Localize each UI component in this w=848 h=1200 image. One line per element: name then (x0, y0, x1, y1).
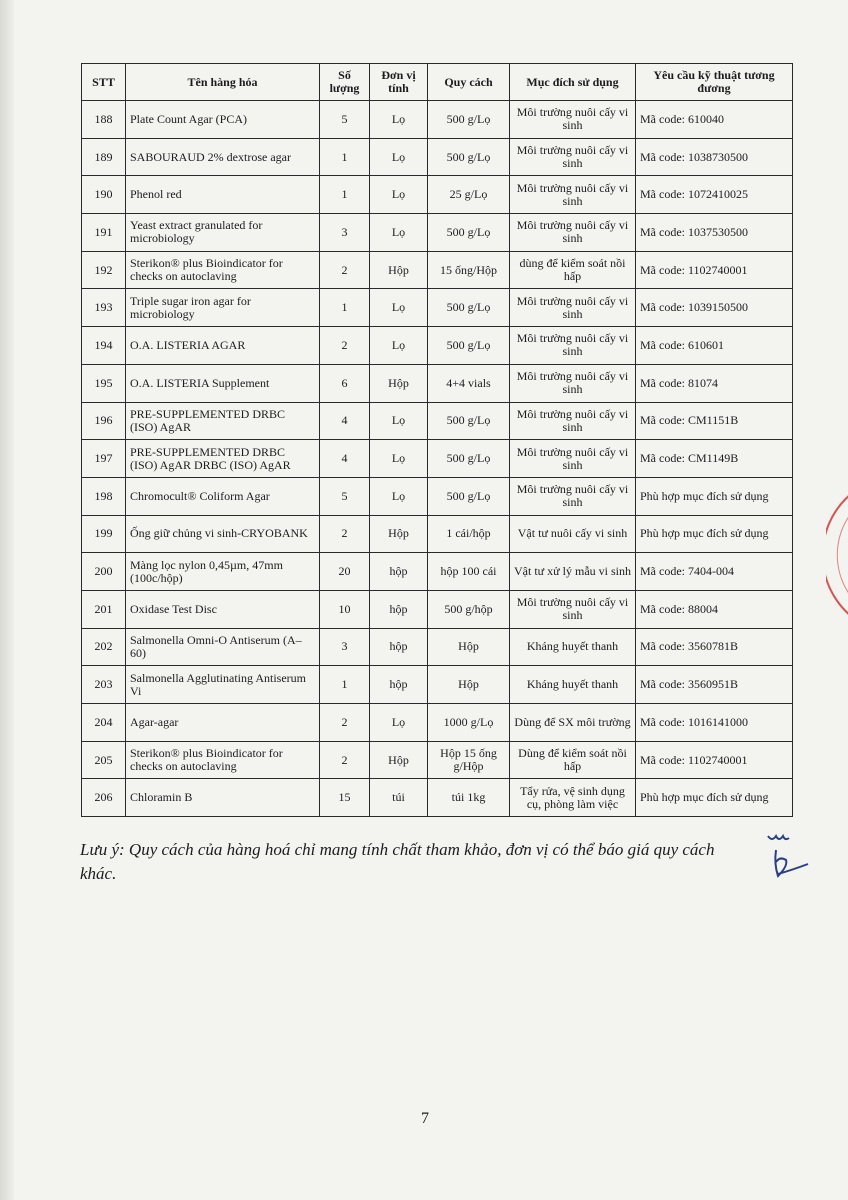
cell-name: Salmonella Agglutinating Antiserum Vi (126, 666, 320, 704)
table-row (82, 477, 793, 515)
cell-name: Sterikon® plus Bioindicator for checks on autoclaving (126, 251, 320, 289)
cell-req: Mã code: 1038730500 (636, 138, 793, 176)
cell-qty: 3 (320, 628, 370, 666)
cell-req: Mã code: 3560951B (636, 666, 793, 704)
cell-purpose: dùng để kiểm soát nồi hấp (510, 251, 636, 289)
cell-qty: 4 (320, 402, 370, 440)
cell-req: Mã code: 1102740001 (636, 741, 793, 779)
cell-unit: hộp (370, 628, 428, 666)
cell-unit: Lọ (370, 138, 428, 176)
cell-stt: 202 (82, 628, 126, 666)
cell-purpose: Môi trường nuôi cấy vi sinh (510, 440, 636, 478)
cell-qty: 1 (320, 289, 370, 327)
table-row (82, 440, 793, 478)
cell-purpose: Vật tư nuôi cấy vi sinh (510, 515, 636, 553)
cell-qty: 10 (320, 590, 370, 628)
cell-purpose: Kháng huyết thanh (510, 628, 636, 666)
cell-req: Mã code: 1072410025 (636, 176, 793, 214)
cell-purpose: Môi trường nuôi cấy vi sinh (510, 364, 636, 402)
cell-qty: 4 (320, 440, 370, 478)
table-row (82, 138, 793, 176)
cell-unit: Lọ (370, 214, 428, 252)
cell-spec: 500 g/Lọ (428, 327, 510, 365)
cell-name: Phenol red (126, 176, 320, 214)
cell-qty: 2 (320, 704, 370, 742)
cell-qty: 1 (320, 176, 370, 214)
cell-req: Phù hợp mục đích sử dụng (636, 515, 793, 553)
cell-spec: 25 g/Lọ (428, 176, 510, 214)
cell-stt: 197 (82, 440, 126, 478)
cell-unit: Lọ (370, 101, 428, 139)
cell-name: O.A. LISTERIA Supplement (126, 364, 320, 402)
cell-req: Phù hợp mục đích sử dụng (636, 779, 793, 817)
table-row (82, 628, 793, 666)
cell-qty: 1 (320, 666, 370, 704)
cell-stt: 195 (82, 364, 126, 402)
cell-spec: 1 cái/hộp (428, 515, 510, 553)
cell-unit: hộp (370, 553, 428, 591)
cell-name: Chromocult® Coliform Agar (126, 477, 320, 515)
cell-name: Salmonella Omni-O Antiserum (A–60) (126, 628, 320, 666)
cell-purpose: Môi trường nuôi cấy vi sinh (510, 590, 636, 628)
cell-unit: Lọ (370, 402, 428, 440)
header-qty: Số lượng (320, 64, 370, 101)
cell-stt: 192 (82, 251, 126, 289)
table-row (82, 553, 793, 591)
cell-stt: 188 (82, 101, 126, 139)
cell-spec: Hộp (428, 666, 510, 704)
cell-purpose: Môi trường nuôi cấy vi sinh (510, 214, 636, 252)
cell-spec: 500 g/Lọ (428, 138, 510, 176)
cell-req: Mã code: CM1149B (636, 440, 793, 478)
cell-purpose: Môi trường nuôi cấy vi sinh (510, 176, 636, 214)
table-header-row (82, 64, 793, 101)
cell-stt: 205 (82, 741, 126, 779)
cell-stt: 204 (82, 704, 126, 742)
cell-req: Mã code: 3560781B (636, 628, 793, 666)
cell-qty: 1 (320, 138, 370, 176)
cell-qty: 2 (320, 251, 370, 289)
cell-stt: 189 (82, 138, 126, 176)
table-row (82, 101, 793, 139)
cell-purpose: Dùng để kiểm soát nồi hấp (510, 741, 636, 779)
table-row (82, 289, 793, 327)
cell-unit: Hộp (370, 741, 428, 779)
table-body (82, 101, 793, 817)
cell-spec: hộp 100 cái (428, 553, 510, 591)
cell-name: Chloramin B (126, 779, 320, 817)
cell-purpose: Vật tư xử lý mẫu vi sinh (510, 553, 636, 591)
cell-unit: Hộp (370, 251, 428, 289)
cell-stt: 190 (82, 176, 126, 214)
cell-spec: 15 ống/Hộp (428, 251, 510, 289)
table-row (82, 364, 793, 402)
cell-req: Mã code: 1037530500 (636, 214, 793, 252)
cell-name: Agar-agar (126, 704, 320, 742)
table-row (82, 251, 793, 289)
cell-stt: 206 (82, 779, 126, 817)
signature-initials-icon (764, 826, 824, 886)
cell-spec: Hộp 15 ống g/Hộp (428, 741, 510, 779)
cell-unit: hộp (370, 666, 428, 704)
cell-stt: 196 (82, 402, 126, 440)
cell-req: Mã code: 7404-004 (636, 553, 793, 591)
header-purpose: Mục đích sử dụng (510, 64, 636, 101)
cell-purpose: Môi trường nuôi cấy vi sinh (510, 101, 636, 139)
cell-spec: túi 1kg (428, 779, 510, 817)
cell-purpose: Môi trường nuôi cấy vi sinh (510, 289, 636, 327)
cell-qty: 2 (320, 327, 370, 365)
cell-spec: 500 g/Lọ (428, 402, 510, 440)
cell-unit: Lọ (370, 327, 428, 365)
cell-name: O.A. LISTERIA AGAR (126, 327, 320, 365)
table-row (82, 590, 793, 628)
table-row (82, 779, 793, 817)
cell-qty: 15 (320, 779, 370, 817)
table-row (82, 327, 793, 365)
cell-spec: 500 g/Lọ (428, 214, 510, 252)
table-row (82, 666, 793, 704)
cell-qty: 5 (320, 477, 370, 515)
table-row (82, 214, 793, 252)
cell-stt: 193 (82, 289, 126, 327)
cell-stt: 198 (82, 477, 126, 515)
cell-req: Mã code: 1039150500 (636, 289, 793, 327)
cell-spec: 500 g/Lọ (428, 289, 510, 327)
cell-purpose: Môi trường nuôi cấy vi sinh (510, 327, 636, 365)
cell-unit: Lọ (370, 704, 428, 742)
cell-spec: Hộp (428, 628, 510, 666)
cell-name: Màng lọc nylon 0,45µm, 47mm (100c/hộp) (126, 553, 320, 591)
cell-name: Sterikon® plus Bioindicator for checks on autoclaving (126, 741, 320, 779)
cell-qty: 2 (320, 741, 370, 779)
cell-purpose: Dùng để SX môi trường (510, 704, 636, 742)
cell-req: Mã code: 88004 (636, 590, 793, 628)
cell-unit: Lọ (370, 289, 428, 327)
stamp-edge-icon (826, 490, 848, 620)
cell-unit: túi (370, 779, 428, 817)
cell-req: Mã code: 1016141000 (636, 704, 793, 742)
cell-name: SABOURAUD 2% dextrose agar (126, 138, 320, 176)
cell-name: PRE-SUPPLEMENTED DRBC (ISO) AgAR DRBC (ISO) AgAR (126, 440, 320, 478)
cell-spec: 500 g/hộp (428, 590, 510, 628)
cell-spec: 500 g/Lọ (428, 477, 510, 515)
cell-stt: 191 (82, 214, 126, 252)
cell-unit: Lọ (370, 440, 428, 478)
cell-req: Mã code: 610601 (636, 327, 793, 365)
footnote: Lưu ý: Quy cách của hàng hoá chỉ mang tính chất tham khảo, đơn vị có thể báo giá quy cách khác. (80, 840, 715, 883)
cell-qty: 20 (320, 553, 370, 591)
cell-unit: Lọ (370, 176, 428, 214)
cell-purpose: Môi trường nuôi cấy vi sinh (510, 138, 636, 176)
cell-unit: Hộp (370, 515, 428, 553)
cell-req: Phù hợp mục đích sử dụng (636, 477, 793, 515)
cell-req: Mã code: 81074 (636, 364, 793, 402)
table-row (82, 402, 793, 440)
cell-stt: 201 (82, 590, 126, 628)
table-row (82, 741, 793, 779)
cell-req: Mã code: 1102740001 (636, 251, 793, 289)
cell-qty: 5 (320, 101, 370, 139)
table-row (82, 176, 793, 214)
cell-stt: 200 (82, 553, 126, 591)
cell-name: Yeast extract granulated for microbiology (126, 214, 320, 252)
table-row (82, 704, 793, 742)
header-unit: Đơn vị tính (370, 64, 428, 101)
cell-qty: 2 (320, 515, 370, 553)
cell-purpose: Môi trường nuôi cấy vi sinh (510, 477, 636, 515)
header-req: Yêu cầu kỹ thuật tương đương (636, 64, 793, 101)
cell-name: Ống giữ chủng vi sinh-CRYOBANK (126, 515, 320, 553)
cell-unit: Lọ (370, 477, 428, 515)
cell-req: Mã code: CM1151B (636, 402, 793, 440)
cell-stt: 199 (82, 515, 126, 553)
cell-spec: 500 g/Lọ (428, 101, 510, 139)
goods-table (81, 63, 793, 817)
cell-req: Mã code: 610040 (636, 101, 793, 139)
cell-purpose: Kháng huyết thanh (510, 666, 636, 704)
cell-qty: 3 (320, 214, 370, 252)
scan-edge-shadow (0, 0, 14, 1200)
cell-stt: 194 (82, 327, 126, 365)
cell-name: PRE-SUPPLEMENTED DRBC (ISO) AgAR (126, 402, 320, 440)
header-stt: STT (82, 64, 126, 101)
cell-purpose: Tẩy rửa, vệ sinh dụng cụ, phòng làm việc (510, 779, 636, 817)
cell-name: Oxidase Test Disc (126, 590, 320, 628)
cell-purpose: Môi trường nuôi cấy vi sinh (510, 402, 636, 440)
cell-stt: 203 (82, 666, 126, 704)
cell-spec: 4+4 vials (428, 364, 510, 402)
cell-unit: Hộp (370, 364, 428, 402)
cell-name: Triple sugar iron agar for microbiology (126, 289, 320, 327)
cell-spec: 1000 g/Lọ (428, 704, 510, 742)
cell-name: Plate Count Agar (PCA) (126, 101, 320, 139)
cell-spec: 500 g/Lọ (428, 440, 510, 478)
cell-unit: hộp (370, 590, 428, 628)
header-spec: Quy cách (428, 64, 510, 101)
page-number: 7 (421, 1110, 429, 1127)
table-row (82, 515, 793, 553)
header-name: Tên hàng hóa (126, 64, 320, 101)
cell-qty: 6 (320, 364, 370, 402)
